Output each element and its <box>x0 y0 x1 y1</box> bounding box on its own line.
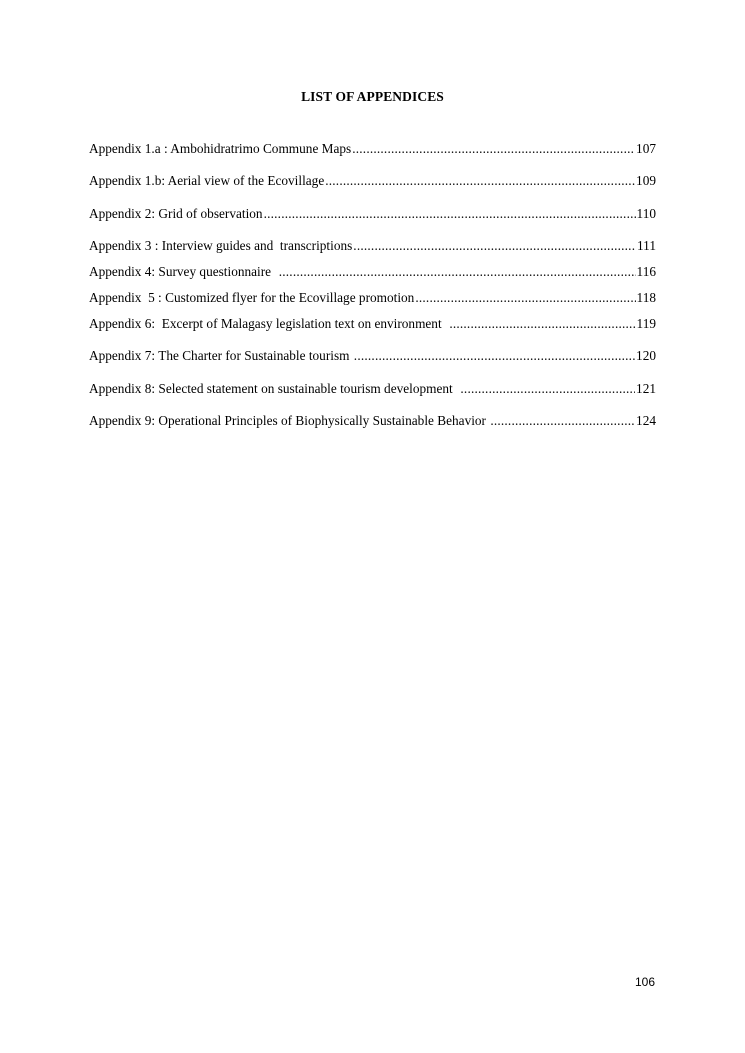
toc-entry-appendix-3[interactable] <box>89 238 656 254</box>
dot-leader <box>354 348 635 364</box>
toc-entry-page: 121 <box>636 381 656 396</box>
toc-entry-page: 109 <box>636 173 656 188</box>
toc-entry-page: 107 <box>636 141 656 156</box>
toc-entry-label: Appendix 9: Operational Principles of Biophysically Sustainable Behavior <box>89 413 490 428</box>
dot-leader <box>460 381 635 397</box>
toc-entry-label: Appendix 1.b: Aerial view of the Ecovillage <box>89 173 325 188</box>
dot-leader <box>415 290 635 306</box>
toc-entry-appendix-2[interactable] <box>89 206 656 222</box>
toc-entry-appendix-4[interactable] <box>89 264 656 280</box>
toc-entry-appendix-6[interactable] <box>89 316 656 332</box>
dot-leader <box>353 238 636 254</box>
toc-entry-label: Appendix 8: Selected statement on sustainable tourism development <box>89 381 460 396</box>
dot-leader <box>279 264 636 280</box>
toc-entry-page: 110 <box>636 206 656 221</box>
toc-entry-label: Appendix 4: Survey questionnaire <box>89 264 278 279</box>
dot-leader <box>264 206 636 222</box>
toc-entry-appendix-7[interactable] <box>89 348 656 364</box>
toc-entry-appendix-8[interactable] <box>89 381 656 397</box>
toc-entry-page: 124 <box>636 413 656 428</box>
toc-entry-appendix-9[interactable] <box>89 413 656 429</box>
toc-entry-appendix-1a[interactable] <box>89 141 656 157</box>
toc-entry-appendix-1b[interactable] <box>89 173 656 189</box>
toc-entry-label: Appendix 6: Excerpt of Malagasy legislation text on environment <box>89 316 449 331</box>
toc-entry-label: Appendix 1.a : Ambohidratrimo Commune Maps <box>89 141 352 156</box>
toc-entry-label: Appendix 5 : Customized flyer for the Ecovillage promotion <box>89 290 415 305</box>
dot-leader <box>352 141 635 157</box>
page-number: 106 <box>634 975 655 989</box>
toc-entry-page: 116 <box>636 264 656 279</box>
toc-entry-page: 118 <box>636 290 656 305</box>
toc-entry-label: Appendix 3 : Interview guides and transcriptions <box>89 238 353 253</box>
dot-leader <box>449 316 635 332</box>
toc-entry-page: 111 <box>637 238 656 253</box>
toc-entry-page: 119 <box>636 316 656 331</box>
dot-leader <box>325 173 635 189</box>
dot-leader <box>490 413 635 429</box>
toc-entry-page: 120 <box>636 348 656 363</box>
toc-entry-appendix-5[interactable] <box>89 290 656 306</box>
toc-entry-label: Appendix 7: The Charter for Sustainable tourism <box>89 348 353 363</box>
toc-entry-label: Appendix 2: Grid of observation <box>89 206 263 221</box>
page-title: LIST OF APPENDICES <box>301 89 444 104</box>
